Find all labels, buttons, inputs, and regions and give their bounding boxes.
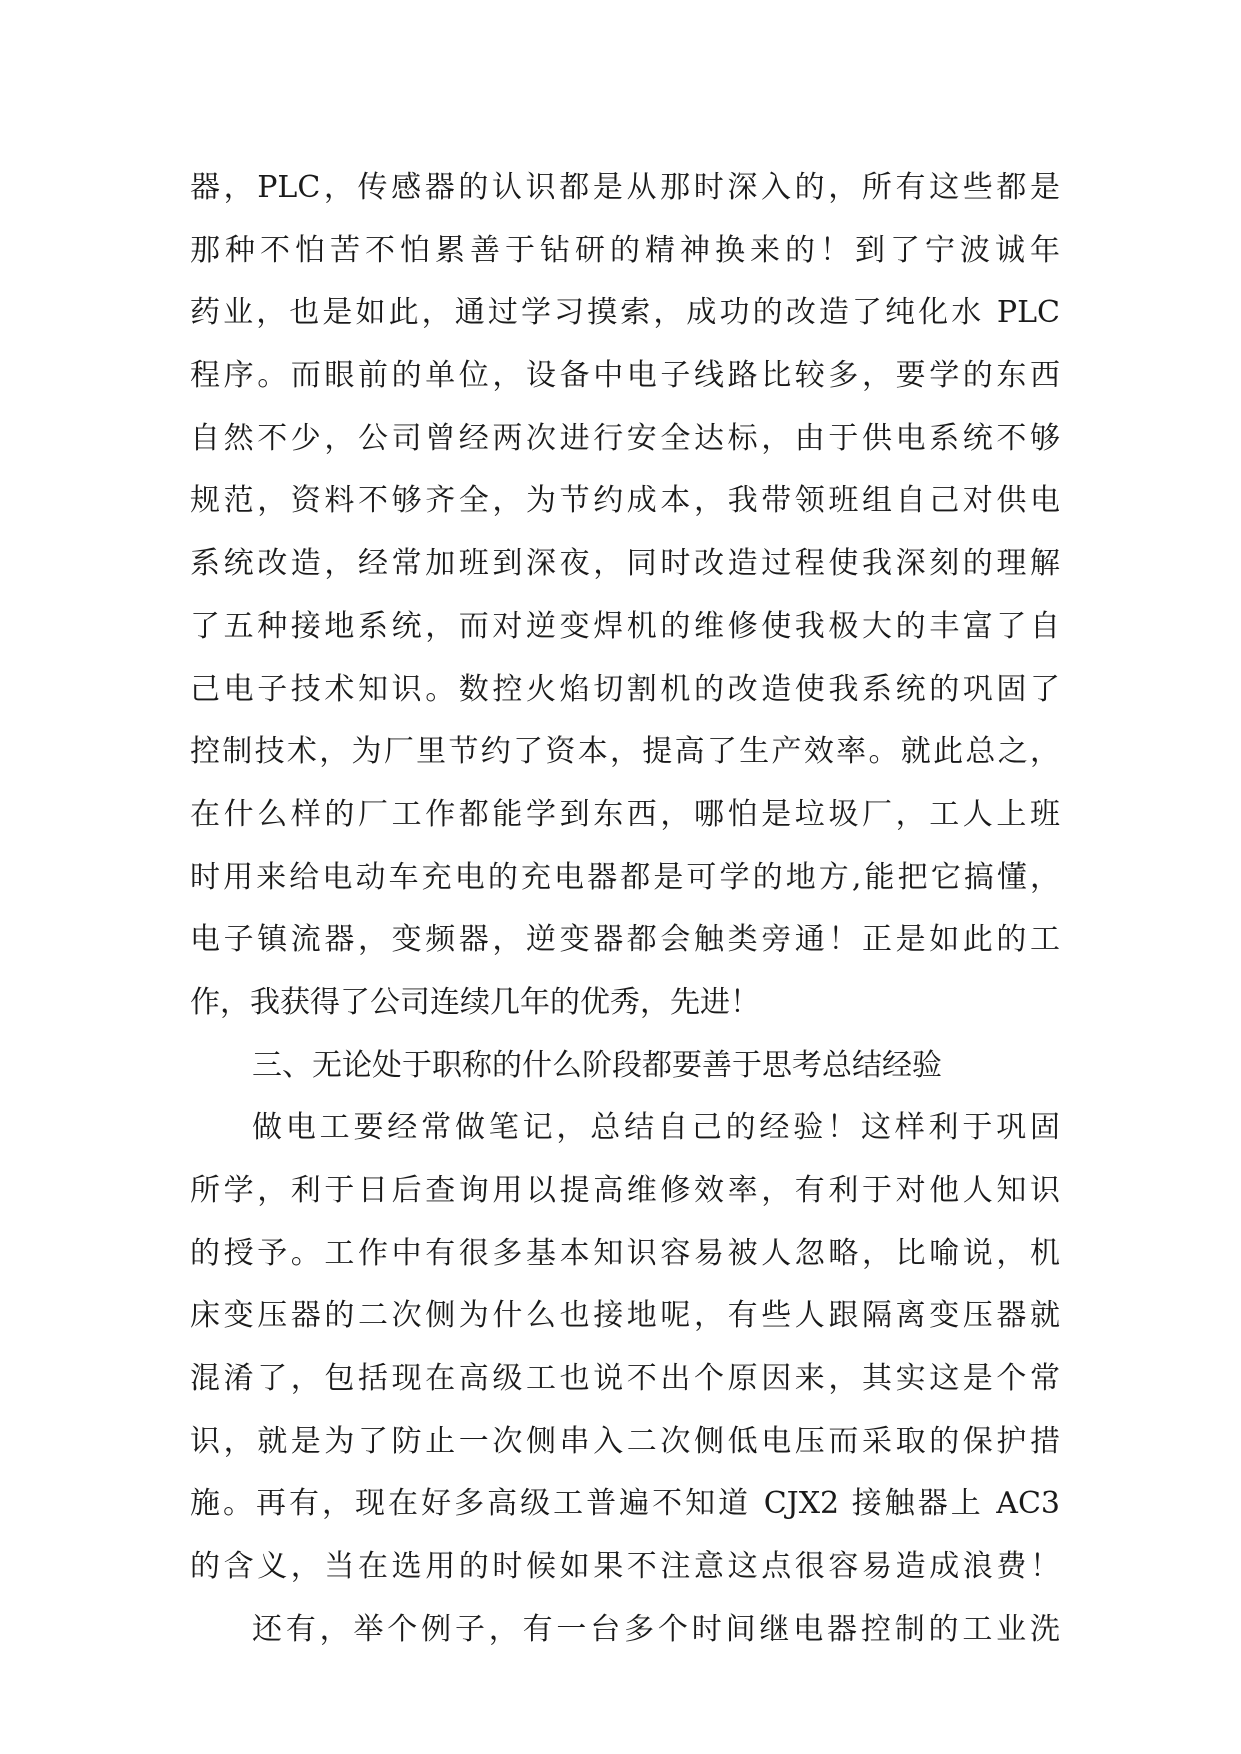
- text-line: 药业，也是如此，通过学习摸索，成功的改造了纯化水 PLC: [190, 295, 1060, 331]
- text-line: 施。再有，现在好多高级工普遍不知道 CJX2 接触器上 AC3: [190, 1486, 1060, 1522]
- text-line: 程序。而眼前的单位，设备中电子线路比较多，要学的东西: [190, 358, 1060, 394]
- text-line: 时用来给电动车充电的充电器都是可学的地方,能把它搞懂，: [190, 859, 1060, 895]
- text-line: 那种不怕苦不怕累善于钻研的精神换来的！到了宁波诚年: [190, 232, 1060, 268]
- text-line: 作，我获得了公司连续几年的优秀，先进！: [190, 984, 760, 1020]
- text-line: 还有，举个例子，有一台多个时间继电器控制的工业洗: [252, 1611, 1060, 1647]
- text-line: 识，就是为了防止一次侧串入二次侧低电压而采取的保护措: [190, 1423, 1060, 1459]
- text-line: 自然不少，公司曾经两次进行安全达标，由于供电系统不够: [190, 420, 1060, 456]
- text-line: 床变压器的二次侧为什么也接地呢，有些人跟隔离变压器就: [190, 1298, 1060, 1334]
- text-line: 器，PLC，传感器的认识都是从那时深入的，所有这些都是: [190, 170, 1060, 205]
- text-line: 己电子技术知识。数控火焰切割机的改造使我系统的巩固了: [190, 671, 1060, 707]
- text-line: 在什么样的厂工作都能学到东西，哪怕是垃圾厂，工人上班: [190, 796, 1060, 832]
- text-line: 了五种接地系统，而对逆变焊机的维修使我极大的丰富了自: [190, 608, 1060, 644]
- text-line: 系统改造，经常加班到深夜，同时改造过程使我深刻的理解: [190, 546, 1060, 582]
- text-line: 规范，资料不够齐全，为节约成本，我带领班组自己对供电: [190, 483, 1060, 519]
- text-line: 的授予。工作中有很多基本知识容易被人忽略，比喻说，机: [190, 1235, 1060, 1271]
- text-line: 做电工要经常做笔记，总结自己的经验！这样利于巩固: [252, 1110, 1060, 1146]
- text-line: 的含义，当在选用的时候如果不注意这点很容易造成浪费！: [190, 1549, 1060, 1585]
- section-heading: 三、无论处于职称的什么阶段都要善于思考总结经验: [252, 1047, 942, 1083]
- text-line: 混淆了，包括现在高级工也说不出个原因来，其实这是个常: [190, 1361, 1060, 1397]
- text-line: 电子镇流器，变频器，逆变器都会触类旁通！正是如此的工: [190, 922, 1060, 958]
- text-line: 所学，利于日后查询用以提高维修效率，有利于对他人知识: [190, 1173, 1060, 1208]
- document-body: [190, 157, 1060, 1662]
- text-line: 控制技术，为厂里节约了资本，提高了生产效率。就此总之，: [190, 734, 1060, 770]
